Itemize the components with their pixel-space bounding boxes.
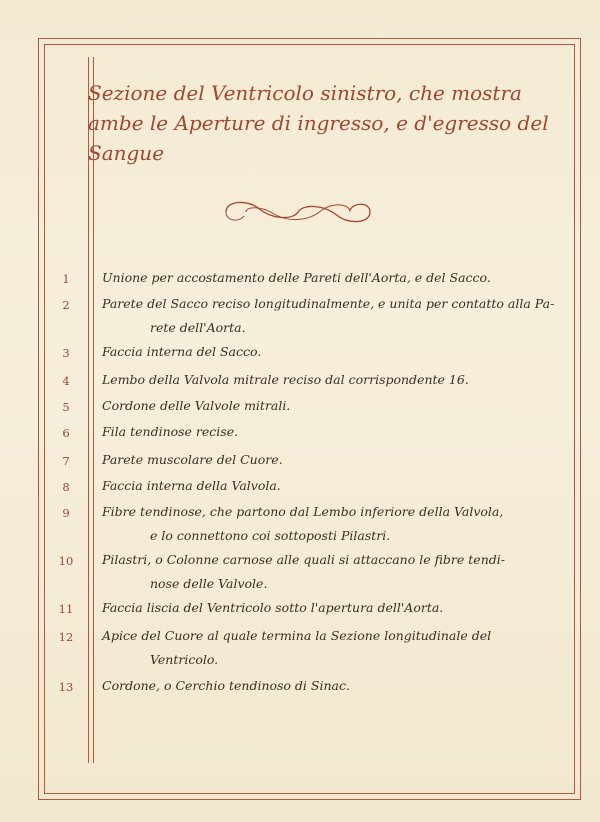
legend-entry bbox=[102, 474, 542, 498]
entry-number: 1 bbox=[62, 272, 70, 286]
entry-text: Parete muscolare del Cuore. bbox=[102, 452, 283, 467]
entry-continuation: nose delle Valvole. bbox=[150, 576, 268, 591]
entry-number: 11 bbox=[58, 602, 74, 616]
entry-number: 2 bbox=[62, 298, 70, 312]
entry-number: 12 bbox=[58, 630, 74, 644]
legend-entry bbox=[102, 368, 542, 392]
entry-text: Unione per accostamento delle Pareti dell'Aorta, e del Sacco. bbox=[102, 270, 491, 285]
entry-number: 4 bbox=[62, 374, 70, 388]
entry-text: Faccia interna della Valvola. bbox=[102, 478, 281, 493]
legend-entry bbox=[102, 266, 542, 290]
legend-entry bbox=[102, 394, 542, 418]
entry-text: Parete del Sacco reciso longitudinalmente, e unita per contatto alla Pa- bbox=[102, 296, 555, 311]
page-title: Sezione del Ventricolo sinistro, che mostra ambe le Aperture di ingresso, e d'egresso del Sangue bbox=[88, 81, 549, 165]
entry-number: 7 bbox=[62, 454, 70, 468]
entry-text: Faccia liscia del Ventricolo sotto l'apertura dell'Aorta. bbox=[102, 600, 444, 615]
entry-text: Apice del Cuore al quale termina la Sezione longitudinale del bbox=[102, 628, 492, 643]
entry-text: Cordone, o Cerchio tendinoso di Sinac. bbox=[102, 678, 350, 693]
legend-entry bbox=[102, 548, 542, 596]
legend-entry bbox=[102, 420, 542, 444]
entry-text: Fibre tendinose, che partono dal Lembo inferiore della Valvola, bbox=[102, 504, 504, 519]
legend-entry bbox=[102, 624, 542, 672]
entry-number: 5 bbox=[62, 400, 70, 414]
legend-entry bbox=[102, 674, 542, 698]
legend-entry bbox=[102, 340, 542, 364]
entry-number: 9 bbox=[62, 506, 70, 520]
entry-text: Cordone delle Valvole mitrali. bbox=[102, 398, 291, 413]
entry-text: Lembo della Valvola mitrale reciso dal corrispondente 16. bbox=[102, 372, 469, 387]
entry-continuation: rete dell'Aorta. bbox=[150, 320, 246, 335]
entry-continuation: Ventricolo. bbox=[150, 652, 219, 667]
entry-number: 6 bbox=[62, 426, 70, 440]
entry-text: Fila tendinose recise. bbox=[102, 424, 239, 439]
legend-entry bbox=[102, 596, 542, 620]
entry-number: 3 bbox=[62, 346, 70, 360]
entry-continuation: e lo connettono coi sottoposti Pilastri. bbox=[150, 528, 391, 543]
legend-entry bbox=[102, 500, 542, 548]
entry-number: 10 bbox=[58, 554, 74, 568]
entry-text: Faccia interna del Sacco. bbox=[102, 344, 262, 359]
flourish-ornament bbox=[218, 192, 378, 232]
legend-entry bbox=[102, 448, 542, 472]
legend-entry bbox=[102, 292, 555, 340]
entry-number: 13 bbox=[58, 680, 74, 694]
entry-text: Pilastri, o Colonne carnose alle quali si attaccano le fibre tendi- bbox=[102, 552, 505, 567]
entry-number: 8 bbox=[62, 480, 70, 494]
